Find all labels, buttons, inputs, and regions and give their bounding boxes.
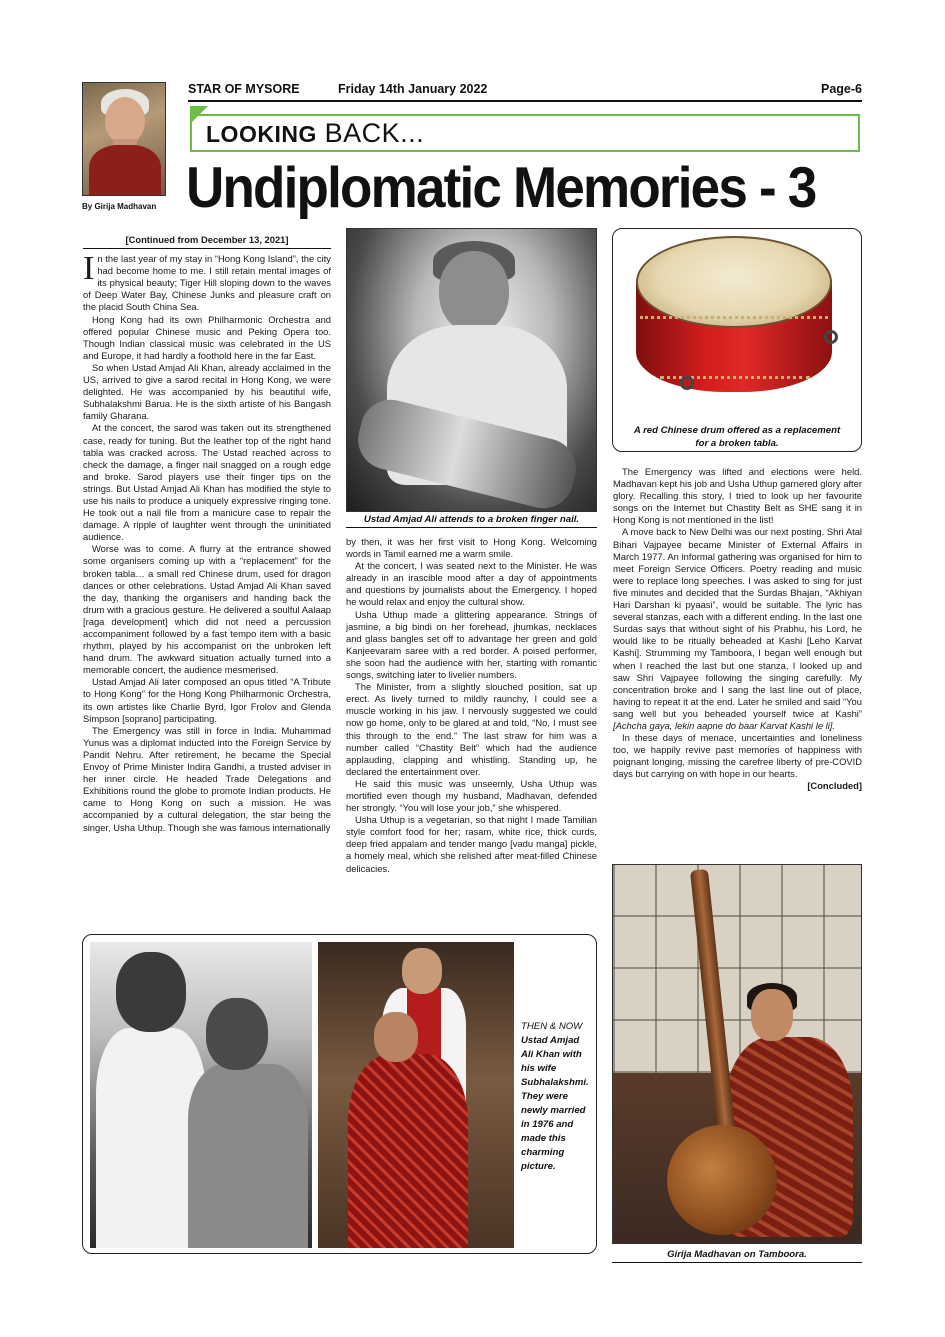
author-photo [82,82,166,196]
article-paragraph-text: A move back to New Delhi was our next posting. Shri Atal Bihari Vajpayee became Minister of External Affairs in March 1977. An informal gathering was organised for him to meet Foreign Service Officers. Poetry reading and music were to replace long speeches. I was asked to sing for just five minutes and decided that the Surdas Bhajan, “Akhiyan Hari Darshan ki pyaasi”, would be suitable. The lyric has several stanzas, each with a different ending. In the last one Surdas says that without sight of his Prabhu, his Lord, he would like to be ritually beheaded at Kashi [Leho Karvat Kashi]. Strumming my Tamboora, I began well enough but when I reached the last but one stanza, I looked up and saw Shri Vajpayee following the singing carefully. My concentration broke and I sang the last line out of place, having to repeat it at the end. Later he smiled and said “You sang well but you beheaded yourself twice at Kashi” [613,526,862,719]
author-byline: By Girija Madhavan [82,202,157,211]
article-paragraph: Hong Kong had its own Philharmonic Orchestra and offered popular Chinese music and Peking Opera too. Though Indian classical music was celebrated in the US and Europe, it had hardly a foothold here in the far East. [83,313,331,361]
article-column-3 [613,466,862,858]
section-label [206,118,424,149]
drum-skin [636,236,832,328]
headline: Undiplomatic Memories - 3 [186,156,816,220]
caption-drum [622,424,852,450]
continued-note: [Continued from December 13, 2021] [83,234,331,249]
photo-amjad-ali-khan [346,228,597,512]
article-paragraph: The Minister, from a slightly slouched position, sat up erect. As lively turned to mildly raunchy, I could see a muscle working in his jaw. I nervously suggested we could now go home, only to be glared at and told, “No, I must see this through to the end.” The last straw for him was a number called “Chastity Belt” which had the audience applauding, clapping and whistling. Standing up, he declared the entertainment over. [346,681,597,777]
photo-tamb-tamboora-gourd [667,1125,777,1235]
photo-amjad-head [439,251,509,333]
photo-now-woman-body [348,1054,468,1248]
drum-ring-handle [680,376,694,390]
article-paragraph: So when Ustad Amjad Ali Khan, already acclaimed in the US, arrived to give a sarod recital in Hong Kong, we were delighted. He was accompanied by his beautiful wife, Subhalakshmi Barua. He is the sixth artiste of his Bangash family Gharana. [83,361,331,422]
masthead-rule [188,100,862,102]
caption-drum-line: for a broken tabla. [695,438,779,449]
caption-tamboora: Girija Madhavan on Tamboora. [612,1249,862,1263]
caption-then-now-text: Ustad Amjad Ali Khan with his wife Subhalakshmi. They were newly married in 1976 and made this charming picture. [521,1035,589,1172]
masthead [188,82,862,98]
article-paragraph: He said this music was unseemly, Usha Uthup was mortified even though my husband, Madhavan, defended her strongly. “You will lose your job,” she whispered. [346,777,597,814]
article-paragraph: Ustad Amjad Ali later composed an opus titled “A Tribute to Hong Kong” for the Hong Kong Philharmonic Orchestra, its own artistes like Charlie Byrd, Igor Frolov and Glenda Simpson [soprano] participating. [83,676,331,724]
article-paragraph-text: n the last year of my stay in “Hong Kong Island”, the city had become home to me. I still retain mental images of its physical beauty; Tiger Hill sloping down to the waves of Deep Water Bay, Chinese Junks and pleasure craft on the placid South China Sea. [83,253,331,313]
article-paragraph: At the concert, I was seated next to the Minister. He was already in an irascible mood after a day of appointments and questions by journalists about the Emergency. I hoped he would relax and enjoy the cultural show. [346,560,597,608]
drum-ring-handle [824,330,838,344]
article-paragraph: Usha Uthup made a glittering appearance. Strings of jasmine, a big bindi on her forehead, jhumkas, necklaces and glass bangles set off to advantage her green and gold Kanjeevaram saree with a red border. A poised performer, she soon had the audience with her, starting with romantic songs, switching later to livelier numbers. [346,608,597,681]
article-paragraph [83,250,331,313]
photo-now-couple [318,942,514,1248]
masthead-date: Friday 14th January 2022 [338,82,488,96]
photo-then-couple [90,942,312,1248]
photo-then-woman-head [206,998,268,1070]
caption-drum-line: A red Chinese drum offered as a replacement [633,425,841,436]
concluded-note: [Concluded] [807,780,862,792]
photo-tamb-lady-head [751,989,793,1041]
article-paragraph: The Emergency was still in force in India. Muhammad Yunus was a diplomat inducted into the Foreign Service by Pandit Nehru. After retirement, he became the Special Envoy of Prime Minister Indira Gandhi, a trusted adviser in her inner circle. He headed Trade Delegations and Exhibitions round the globe to promote Indian products. He came to Hong Kong on such a mission. He was accompanied by a cultural delegation, the star being the singer, Usha Uthup. Though she was famous internationally [83,724,331,833]
article-column-2 [346,536,597,928]
photo-girija-tamboora [612,864,862,1244]
article-paragraph [613,526,862,732]
article-paragraph: At the concert, the sarod was taken out its strengthened case, ready for tuning. But the leather top of the right hand tabla was cracked across. The Ustad reached across to check the damage, a finger nail snagged on a rough edge and broke. Sarod players use their finger tips on the strings. But Ustad Amjad Ali Khan has modified the style to use his nails to produce a uniquely expressive ringing tone. He took out a nail file from a manicure case to repair the damage. A ripple of laughter went through the uninitiated audience. [83,422,331,543]
article-paragraph: Usha Uthup is a vegetarian, so that night I made Tamilian style comfort food for her; rasam, white rice, thick curds, deep fried appalam and tender mango [vadu manga] pickle, a homely meal, which she relished after meat-filled Chinese delicacies. [346,814,597,874]
masthead-paper-name: STAR OF MYSORE [188,82,300,96]
drum-studs-top [640,316,828,322]
photo-then-woman-body [188,1064,308,1248]
author-photo-body [89,145,161,196]
section-label-bold: LOOKING [206,121,317,147]
author-photo-face [105,97,145,145]
photo-now-woman-head [374,1012,418,1062]
article-paragraph: Worse was to come. A flurry at the entrance showed some organisers coming up with a “replacement” for the broken tabla… a small red Chinese drum, used for dragon dances or other celebrations. Ustad Amjad Ali Khan saved the day, thanking the organisers and handing back the drum with a gracious gesture. He delivered a soulful Aalaap [raga development] which did not need a percussion accompaniment followed by a fast tempo item with a basic rhythm, played by his accompanist on the unbroken left hand drum. The awkward situation actually turned into a memorable concert, the audience mesmerised. [83,543,331,676]
article-paragraph: by then, it was her first visit to Hong Kong. Welcoming words in Tamil earned me a warm smile. [346,536,597,560]
caption-then-now [521,1020,591,1174]
caption-amjad: Ustad Amjad Ali attends to a broken finger nail. [346,514,597,528]
quote-italic: [Achcha gaya, lekin aapne do baar Karvat Kashi le li]. [613,719,836,731]
masthead-page-number: Page-6 [821,82,862,96]
article-paragraph: In these days of menace, uncertainties and loneliness too, we happily revive past memories of happiness with poignant longing, missing the carefree liberty of pre-COVID days but carrying on with hope in our hearts. [613,732,862,780]
drop-cap: I [83,250,95,288]
photo-now-man-head [402,948,442,994]
section-label-rest: BACK... [324,118,425,148]
caption-then-now-lead: THEN & NOW [521,1021,583,1032]
article-paragraph: The Emergency was lifted and elections were held. Madhavan kept his job and Usha Uthup garnered glory after glory. Recalling this story, I tried to look up her favourite songs on the Internet but Chastity Belt as SHE sang it in Hong Kong is not mentioned in the list! [613,466,862,526]
article-column-1 [83,234,331,930]
photo-then-man-head [116,952,186,1032]
